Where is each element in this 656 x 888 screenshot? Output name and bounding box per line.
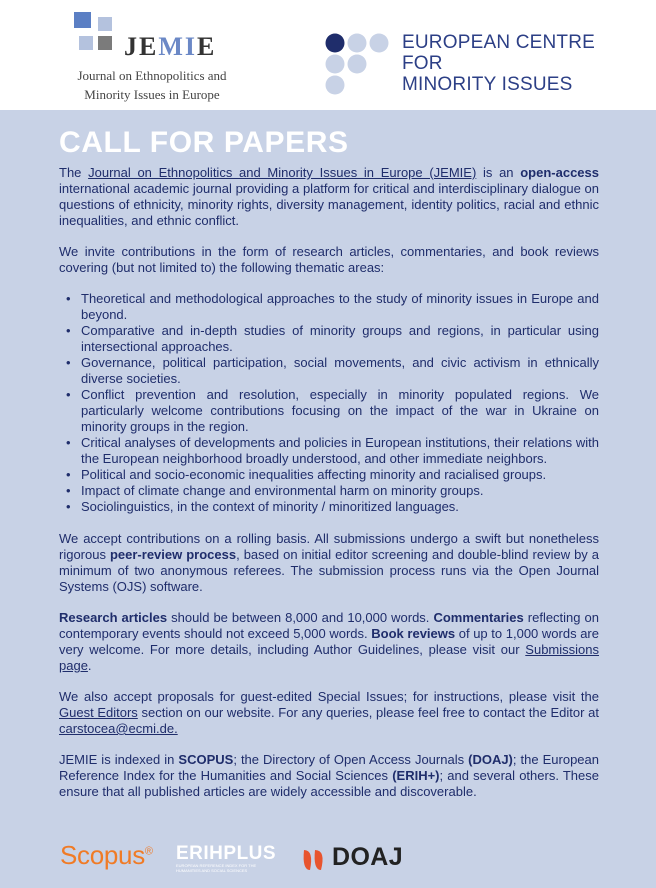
ecmi-name: EUROPEAN CENTRE FOR MINORITY ISSUES <box>402 32 596 95</box>
list-item: • Political and socio-economic inequalities affecting minority and racialised groups. <box>81 467 599 483</box>
list-item: • Governance, political participation, social movements, and civic activism in ethnically diverse societies. <box>81 355 599 387</box>
indexing-paragraph: JEMIE is indexed in SCOPUS; the Directory of Open Access Journals (DOAJ); the European Reference Index for the Humanities and Social Sciences (ERIH+); and several others. These ensure that all published articles are widely accessible and discoverable. <box>59 752 599 799</box>
lengths-paragraph: Research articles should be between 8,000 and 10,000 words. Commentaries reflecting on contemporary events should not exceed 5,000 words. Book reviews of up to 1,000 words are very welcome. For more details, including Author Guidelines, please visit our Submissions page. <box>59 610 599 673</box>
jemie-wordmark: JEMIE <box>124 32 217 61</box>
submissions-page-link[interactable]: Submissions page <box>59 642 599 673</box>
jemie-logo <box>72 12 242 102</box>
list-item: • Comparative and in-depth studies of minority groups and regions, in particular using intersectional approaches. <box>81 323 599 355</box>
list-item: • Impact of climate change and environmental harm on minority groups. <box>81 483 599 499</box>
jemie-squares-icon <box>74 12 118 56</box>
doaj-mark-icon <box>300 844 330 876</box>
editor-email-link[interactable]: carstocea@ecmi.de. <box>59 721 178 736</box>
topics-list <box>59 291 599 515</box>
jemie-subtitle: Journal on Ethnopolitics and Minority Issues in Europe <box>77 68 227 102</box>
special-issues-paragraph: We also accept proposals for guest-edited Special Issues; for instructions, please visit the Guest Editors section on our website. For any queries, please feel free to contact the Editor at carstocea@ecmi.de. <box>59 689 599 736</box>
page-header <box>0 0 656 110</box>
list-item: • Conflict prevention and resolution, especially in minority populated regions. We particularly welcome contributions focusing on the impact of the war in Ukraine on minority groups in the region. <box>81 387 599 435</box>
review-paragraph: We accept contributions on a rolling basis. All submissions undergo a swift but nonetheless rigorous peer-review process, based on initial editor screening and double-blind review by a minimum of two anonymous referees. The submission process runs via the Open Journal Systems (OJS) software. <box>59 531 600 594</box>
invite-paragraph: We invite contributions in the form of research articles, commentaries, and book reviews covering (but not limited to) the following thematic areas: <box>59 244 599 275</box>
main-content <box>59 126 599 815</box>
list-item: • Critical analyses of developments and policies in European institutions, their relations with the European neighborhood broadly understood, and other immediate neighbors. <box>81 435 599 467</box>
intro-paragraph: The Journal on Ethnopolitics and Minority Issues in Europe (JEMIE) is an open-access international academic journal providing a platform for critical and interdisciplinary dialogue on questions of ethnicity, minority rights, diversity management, identity politics, racial and ethnic inequalities, and ethnic conflict. <box>59 165 599 228</box>
footer-logos: Scopus® ERIHPLUS EUROPEAN REFERENCE INDEX FOR THE HUMANITIES AND SOCIAL SCIENCES DOAJ <box>58 836 618 880</box>
page-title: CALL FOR PAPERS <box>59 126 349 159</box>
erihplus-logo: ERIHPLUS EUROPEAN REFERENCE INDEX FOR THE HUMANITIES AND SOCIAL SCIENCES <box>176 843 277 873</box>
ecmi-dots-icon <box>324 32 390 96</box>
jemie-journal-link[interactable]: Journal on Ethnopolitics and Minority Issues in Europe (JEMIE) <box>88 165 477 180</box>
scopus-logo: Scopus® <box>60 840 153 870</box>
guest-editors-link[interactable]: Guest Editors <box>59 705 138 720</box>
list-item: • Sociolinguistics, in the context of minority / minoritized languages. <box>81 499 599 515</box>
list-item: • Theoretical and methodological approaches to the study of minority issues in Europe and beyond. <box>81 291 599 323</box>
